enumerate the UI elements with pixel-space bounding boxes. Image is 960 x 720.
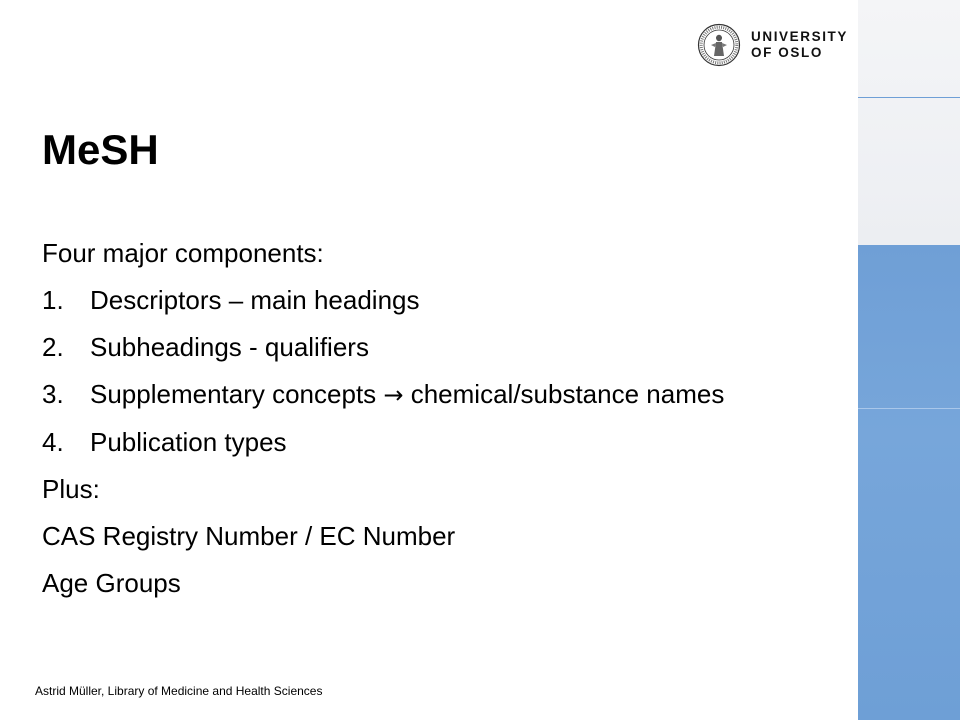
slide-body [42,238,822,615]
decorative-panel-bottom [858,245,960,720]
extra-item: CAS Registry Number / EC Number [42,521,456,551]
list-item [42,285,822,315]
footer-text: Astrid Müller, Library of Medicine and Health Sciences [35,684,323,698]
list-item-number: 2. [42,332,64,362]
logo-line-1: UNIVERSITY [751,29,849,44]
logo-line-2: OF OSLO [751,45,823,60]
decorative-panel-top [858,0,960,245]
university-logo [697,20,848,70]
extra-item: Age Groups [42,568,181,598]
intro-text: Four major components: [42,238,324,268]
list-item-number: 4. [42,427,64,457]
list-item-text-after: chemical/substance names [403,379,725,409]
list-item [42,427,822,457]
list-item-text: Publication types [90,427,287,457]
list-item-text: Subheadings - qualifiers [90,332,369,362]
arrow-right-icon: → [383,381,404,409]
decorative-line [858,408,960,409]
list-item-text: Descriptors – main headings [90,285,420,315]
decorative-side-panel [858,0,960,720]
list-item-text-before: Supplementary concepts [90,379,384,409]
decorative-line [858,97,960,98]
list-item-number: 3. [42,379,64,409]
components-list [42,285,822,457]
list-item [42,332,822,362]
university-seal-icon [697,23,741,67]
university-name [751,29,848,61]
slide-title: MeSH [42,126,159,173]
list-item-text [90,379,822,410]
list-item-number: 1. [42,285,64,315]
plus-label: Plus: [42,474,100,504]
list-item [42,379,822,410]
